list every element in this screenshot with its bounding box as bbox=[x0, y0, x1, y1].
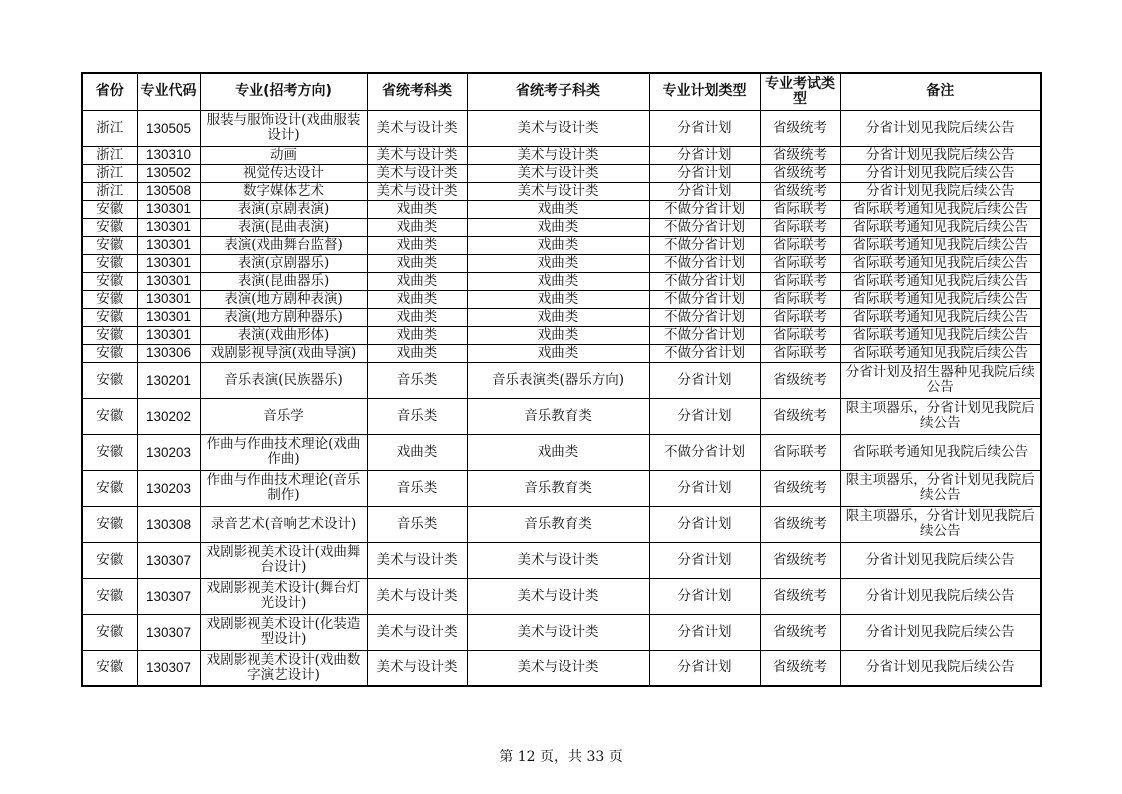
header-plan-type: 专业计划类型 bbox=[649, 73, 760, 110]
cell-exam-type: 省际联考 bbox=[760, 236, 840, 254]
cell-exam-subcategory: 美术与设计类 bbox=[467, 182, 649, 200]
table-row bbox=[82, 542, 1041, 578]
cell-exam-category: 戏曲类 bbox=[367, 272, 467, 290]
table-row bbox=[82, 578, 1041, 614]
cell-exam-type: 省级统考 bbox=[760, 542, 840, 578]
cell-plan-type: 不做分省计划 bbox=[649, 326, 760, 344]
cell-remarks: 限主项器乐，分省计划见我院后续公告 bbox=[840, 470, 1041, 506]
cell-plan-type: 不做分省计划 bbox=[649, 218, 760, 236]
cell-major-code: 130307 bbox=[137, 650, 200, 686]
cell-exam-type: 省际联考 bbox=[760, 218, 840, 236]
cell-exam-type: 省级统考 bbox=[760, 182, 840, 200]
table-header-row bbox=[82, 73, 1041, 110]
page-footer: 第 12 页，共 33 页 bbox=[499, 749, 623, 765]
table-row bbox=[82, 344, 1041, 362]
cell-plan-type: 不做分省计划 bbox=[649, 308, 760, 326]
cell-exam-subcategory: 戏曲类 bbox=[467, 218, 649, 236]
cell-province: 安徽 bbox=[82, 650, 137, 686]
cell-major: 表演(昆曲表演) bbox=[200, 218, 367, 236]
cell-major: 服装与服饰设计(戏曲服装设计) bbox=[200, 110, 367, 146]
cell-major: 表演(京剧表演) bbox=[200, 200, 367, 218]
cell-province: 安徽 bbox=[82, 434, 137, 470]
cell-major-code: 130502 bbox=[137, 164, 200, 182]
cell-exam-category: 戏曲类 bbox=[367, 434, 467, 470]
cell-remarks: 分省计划见我院后续公告 bbox=[840, 614, 1041, 650]
cell-major: 戏剧影视美术设计(化装造型设计) bbox=[200, 614, 367, 650]
cell-province: 浙江 bbox=[82, 146, 137, 164]
cell-exam-subcategory: 戏曲类 bbox=[467, 236, 649, 254]
cell-exam-subcategory: 戏曲类 bbox=[467, 290, 649, 308]
cell-province: 安徽 bbox=[82, 254, 137, 272]
cell-plan-type: 分省计划 bbox=[649, 614, 760, 650]
cell-major-code: 130508 bbox=[137, 182, 200, 200]
cell-province: 安徽 bbox=[82, 308, 137, 326]
cell-province: 安徽 bbox=[82, 218, 137, 236]
cell-exam-category: 美术与设计类 bbox=[367, 110, 467, 146]
cell-plan-type: 分省计划 bbox=[649, 470, 760, 506]
header-exam-category: 省统考科类 bbox=[367, 73, 467, 110]
cell-exam-subcategory: 音乐表演类(器乐方向) bbox=[467, 362, 649, 398]
cell-exam-category: 美术与设计类 bbox=[367, 650, 467, 686]
cell-major-code: 130307 bbox=[137, 578, 200, 614]
header-province: 省份 bbox=[82, 73, 137, 110]
cell-plan-type: 不做分省计划 bbox=[649, 200, 760, 218]
cell-plan-type: 不做分省计划 bbox=[649, 236, 760, 254]
cell-major: 数字媒体艺术 bbox=[200, 182, 367, 200]
cell-major: 戏剧影视美术设计(戏曲舞台设计) bbox=[200, 542, 367, 578]
cell-major: 表演(戏曲舞台监督) bbox=[200, 236, 367, 254]
cell-exam-subcategory: 美术与设计类 bbox=[467, 110, 649, 146]
header-exam-type: 专业考试类型 bbox=[760, 73, 840, 110]
table-row bbox=[82, 272, 1041, 290]
cell-major-code: 130505 bbox=[137, 110, 200, 146]
cell-major: 作曲与作曲技术理论(音乐制作) bbox=[200, 470, 367, 506]
cell-major-code: 130310 bbox=[137, 146, 200, 164]
cell-exam-type: 省际联考 bbox=[760, 344, 840, 362]
cell-major-code: 130201 bbox=[137, 362, 200, 398]
cell-major-code: 130202 bbox=[137, 398, 200, 434]
cell-exam-category: 戏曲类 bbox=[367, 218, 467, 236]
cell-remarks: 分省计划见我院后续公告 bbox=[840, 164, 1041, 182]
cell-province: 安徽 bbox=[82, 344, 137, 362]
cell-plan-type: 分省计划 bbox=[649, 650, 760, 686]
cell-plan-type: 不做分省计划 bbox=[649, 254, 760, 272]
cell-plan-type: 分省计划 bbox=[649, 398, 760, 434]
cell-exam-type: 省际联考 bbox=[760, 254, 840, 272]
cell-remarks: 分省计划见我院后续公告 bbox=[840, 650, 1041, 686]
cell-major-code: 130301 bbox=[137, 254, 200, 272]
cell-province: 安徽 bbox=[82, 578, 137, 614]
cell-remarks: 省际联考通知见我院后续公告 bbox=[840, 434, 1041, 470]
cell-exam-subcategory: 戏曲类 bbox=[467, 200, 649, 218]
cell-exam-type: 省际联考 bbox=[760, 326, 840, 344]
cell-major: 戏剧影视美术设计(戏曲数字演艺设计) bbox=[200, 650, 367, 686]
cell-remarks: 限主项器乐，分省计划见我院后续公告 bbox=[840, 506, 1041, 542]
cell-major: 戏剧影视美术设计(舞台灯光设计) bbox=[200, 578, 367, 614]
cell-major: 音乐学 bbox=[200, 398, 367, 434]
cell-major-code: 130203 bbox=[137, 470, 200, 506]
cell-exam-category: 戏曲类 bbox=[367, 236, 467, 254]
cell-exam-type: 省级统考 bbox=[760, 110, 840, 146]
cell-major: 表演(昆曲器乐) bbox=[200, 272, 367, 290]
cell-major: 音乐表演(民族器乐) bbox=[200, 362, 367, 398]
cell-province: 浙江 bbox=[82, 110, 137, 146]
cell-exam-type: 省级统考 bbox=[760, 650, 840, 686]
cell-exam-subcategory: 美术与设计类 bbox=[467, 542, 649, 578]
table-row bbox=[82, 110, 1041, 146]
cell-remarks: 分省计划见我院后续公告 bbox=[840, 578, 1041, 614]
cell-exam-category: 音乐类 bbox=[367, 470, 467, 506]
cell-exam-category: 音乐类 bbox=[367, 362, 467, 398]
table-row bbox=[82, 308, 1041, 326]
cell-major: 表演(地方剧种器乐) bbox=[200, 308, 367, 326]
cell-plan-type: 分省计划 bbox=[649, 542, 760, 578]
cell-remarks: 省际联考通知见我院后续公告 bbox=[840, 218, 1041, 236]
cell-exam-type: 省级统考 bbox=[760, 506, 840, 542]
cell-exam-subcategory: 美术与设计类 bbox=[467, 650, 649, 686]
table-row bbox=[82, 398, 1041, 434]
cell-exam-category: 美术与设计类 bbox=[367, 614, 467, 650]
cell-exam-category: 戏曲类 bbox=[367, 254, 467, 272]
cell-province: 安徽 bbox=[82, 236, 137, 254]
cell-exam-type: 省级统考 bbox=[760, 398, 840, 434]
cell-exam-category: 美术与设计类 bbox=[367, 542, 467, 578]
cell-exam-type: 省级统考 bbox=[760, 362, 840, 398]
cell-major-code: 130301 bbox=[137, 200, 200, 218]
cell-exam-subcategory: 美术与设计类 bbox=[467, 164, 649, 182]
table-row bbox=[82, 290, 1041, 308]
cell-major: 视觉传达设计 bbox=[200, 164, 367, 182]
table-row bbox=[82, 326, 1041, 344]
cell-exam-subcategory: 音乐教育类 bbox=[467, 398, 649, 434]
cell-plan-type: 不做分省计划 bbox=[649, 434, 760, 470]
cell-exam-category: 美术与设计类 bbox=[367, 146, 467, 164]
cell-major-code: 130301 bbox=[137, 308, 200, 326]
cell-major: 录音艺术(音响艺术设计) bbox=[200, 506, 367, 542]
cell-major: 表演(地方剧种表演) bbox=[200, 290, 367, 308]
cell-exam-type: 省际联考 bbox=[760, 434, 840, 470]
cell-remarks: 分省计划见我院后续公告 bbox=[840, 542, 1041, 578]
cell-major-code: 130301 bbox=[137, 272, 200, 290]
header-major: 专业(招考方向) bbox=[200, 73, 367, 110]
cell-exam-subcategory: 美术与设计类 bbox=[467, 146, 649, 164]
enrollment-plan-table bbox=[81, 72, 1042, 687]
cell-exam-type: 省级统考 bbox=[760, 164, 840, 182]
cell-major-code: 130301 bbox=[137, 290, 200, 308]
cell-exam-subcategory: 戏曲类 bbox=[467, 308, 649, 326]
cell-exam-subcategory: 戏曲类 bbox=[467, 344, 649, 362]
header-remarks: 备注 bbox=[840, 73, 1041, 110]
cell-province: 安徽 bbox=[82, 506, 137, 542]
table-row bbox=[82, 614, 1041, 650]
cell-exam-type: 省际联考 bbox=[760, 290, 840, 308]
cell-plan-type: 分省计划 bbox=[649, 506, 760, 542]
cell-exam-category: 戏曲类 bbox=[367, 326, 467, 344]
table-row bbox=[82, 254, 1041, 272]
cell-exam-type: 省级统考 bbox=[760, 578, 840, 614]
cell-major: 戏剧影视导演(戏曲导演) bbox=[200, 344, 367, 362]
cell-plan-type: 分省计划 bbox=[649, 110, 760, 146]
cell-major: 表演(戏曲形体) bbox=[200, 326, 367, 344]
cell-province: 安徽 bbox=[82, 398, 137, 434]
cell-major-code: 130301 bbox=[137, 236, 200, 254]
cell-plan-type: 分省计划 bbox=[649, 578, 760, 614]
cell-exam-type: 省级统考 bbox=[760, 470, 840, 506]
cell-province: 安徽 bbox=[82, 542, 137, 578]
cell-exam-subcategory: 美术与设计类 bbox=[467, 578, 649, 614]
cell-province: 浙江 bbox=[82, 182, 137, 200]
table-row bbox=[82, 362, 1041, 398]
table-row bbox=[82, 506, 1041, 542]
cell-major: 表演(京剧器乐) bbox=[200, 254, 367, 272]
cell-exam-category: 美术与设计类 bbox=[367, 578, 467, 614]
cell-province: 浙江 bbox=[82, 164, 137, 182]
header-exam-subcategory: 省统考子科类 bbox=[467, 73, 649, 110]
cell-major: 作曲与作曲技术理论(戏曲作曲) bbox=[200, 434, 367, 470]
cell-exam-category: 戏曲类 bbox=[367, 200, 467, 218]
cell-exam-subcategory: 戏曲类 bbox=[467, 434, 649, 470]
cell-province: 安徽 bbox=[82, 272, 137, 290]
cell-remarks: 省际联考通知见我院后续公告 bbox=[840, 200, 1041, 218]
cell-exam-category: 音乐类 bbox=[367, 398, 467, 434]
cell-plan-type: 不做分省计划 bbox=[649, 272, 760, 290]
cell-remarks: 分省计划见我院后续公告 bbox=[840, 182, 1041, 200]
table-row bbox=[82, 650, 1041, 686]
cell-exam-category: 美术与设计类 bbox=[367, 182, 467, 200]
cell-major: 动画 bbox=[200, 146, 367, 164]
cell-exam-category: 戏曲类 bbox=[367, 290, 467, 308]
cell-plan-type: 不做分省计划 bbox=[649, 344, 760, 362]
cell-province: 安徽 bbox=[82, 200, 137, 218]
cell-major-code: 130203 bbox=[137, 434, 200, 470]
table-row bbox=[82, 218, 1041, 236]
cell-exam-type: 省级统考 bbox=[760, 146, 840, 164]
table-row bbox=[82, 470, 1041, 506]
cell-remarks: 分省计划见我院后续公告 bbox=[840, 146, 1041, 164]
cell-remarks: 限主项器乐，分省计划见我院后续公告 bbox=[840, 398, 1041, 434]
table-row bbox=[82, 236, 1041, 254]
cell-exam-category: 戏曲类 bbox=[367, 344, 467, 362]
cell-plan-type: 分省计划 bbox=[649, 146, 760, 164]
cell-major-code: 130307 bbox=[137, 542, 200, 578]
cell-plan-type: 分省计划 bbox=[649, 164, 760, 182]
cell-exam-type: 省际联考 bbox=[760, 308, 840, 326]
cell-exam-category: 美术与设计类 bbox=[367, 164, 467, 182]
header-major-code: 专业代码 bbox=[137, 73, 200, 110]
cell-remarks: 省际联考通知见我院后续公告 bbox=[840, 272, 1041, 290]
cell-exam-category: 戏曲类 bbox=[367, 308, 467, 326]
cell-remarks: 分省计划见我院后续公告 bbox=[840, 110, 1041, 146]
cell-major-code: 130306 bbox=[137, 344, 200, 362]
cell-major-code: 130301 bbox=[137, 218, 200, 236]
cell-remarks: 省际联考通知见我院后续公告 bbox=[840, 326, 1041, 344]
cell-exam-subcategory: 音乐教育类 bbox=[467, 506, 649, 542]
table-row bbox=[82, 164, 1041, 182]
cell-remarks: 省际联考通知见我院后续公告 bbox=[840, 254, 1041, 272]
cell-exam-subcategory: 美术与设计类 bbox=[467, 614, 649, 650]
cell-plan-type: 不做分省计划 bbox=[649, 290, 760, 308]
cell-major-code: 130307 bbox=[137, 614, 200, 650]
cell-province: 安徽 bbox=[82, 470, 137, 506]
cell-major-code: 130308 bbox=[137, 506, 200, 542]
cell-remarks: 省际联考通知见我院后续公告 bbox=[840, 344, 1041, 362]
cell-exam-category: 音乐类 bbox=[367, 506, 467, 542]
cell-exam-subcategory: 音乐教育类 bbox=[467, 470, 649, 506]
cell-remarks: 省际联考通知见我院后续公告 bbox=[840, 236, 1041, 254]
table-row bbox=[82, 182, 1041, 200]
table-row bbox=[82, 146, 1041, 164]
cell-plan-type: 分省计划 bbox=[649, 182, 760, 200]
cell-major-code: 130301 bbox=[137, 326, 200, 344]
cell-province: 安徽 bbox=[82, 326, 137, 344]
cell-remarks: 分省计划及招生器种见我院后续公告 bbox=[840, 362, 1041, 398]
cell-remarks: 省际联考通知见我院后续公告 bbox=[840, 290, 1041, 308]
cell-exam-subcategory: 戏曲类 bbox=[467, 254, 649, 272]
cell-exam-subcategory: 戏曲类 bbox=[467, 272, 649, 290]
cell-exam-type: 省际联考 bbox=[760, 272, 840, 290]
cell-exam-type: 省际联考 bbox=[760, 200, 840, 218]
cell-exam-subcategory: 戏曲类 bbox=[467, 326, 649, 344]
table-row bbox=[82, 434, 1041, 470]
table-row bbox=[82, 200, 1041, 218]
table-body bbox=[82, 110, 1041, 686]
cell-exam-type: 省级统考 bbox=[760, 614, 840, 650]
cell-province: 安徽 bbox=[82, 614, 137, 650]
cell-plan-type: 分省计划 bbox=[649, 362, 760, 398]
cell-province: 安徽 bbox=[82, 290, 137, 308]
cell-remarks: 省际联考通知见我院后续公告 bbox=[840, 308, 1041, 326]
cell-province: 安徽 bbox=[82, 362, 137, 398]
